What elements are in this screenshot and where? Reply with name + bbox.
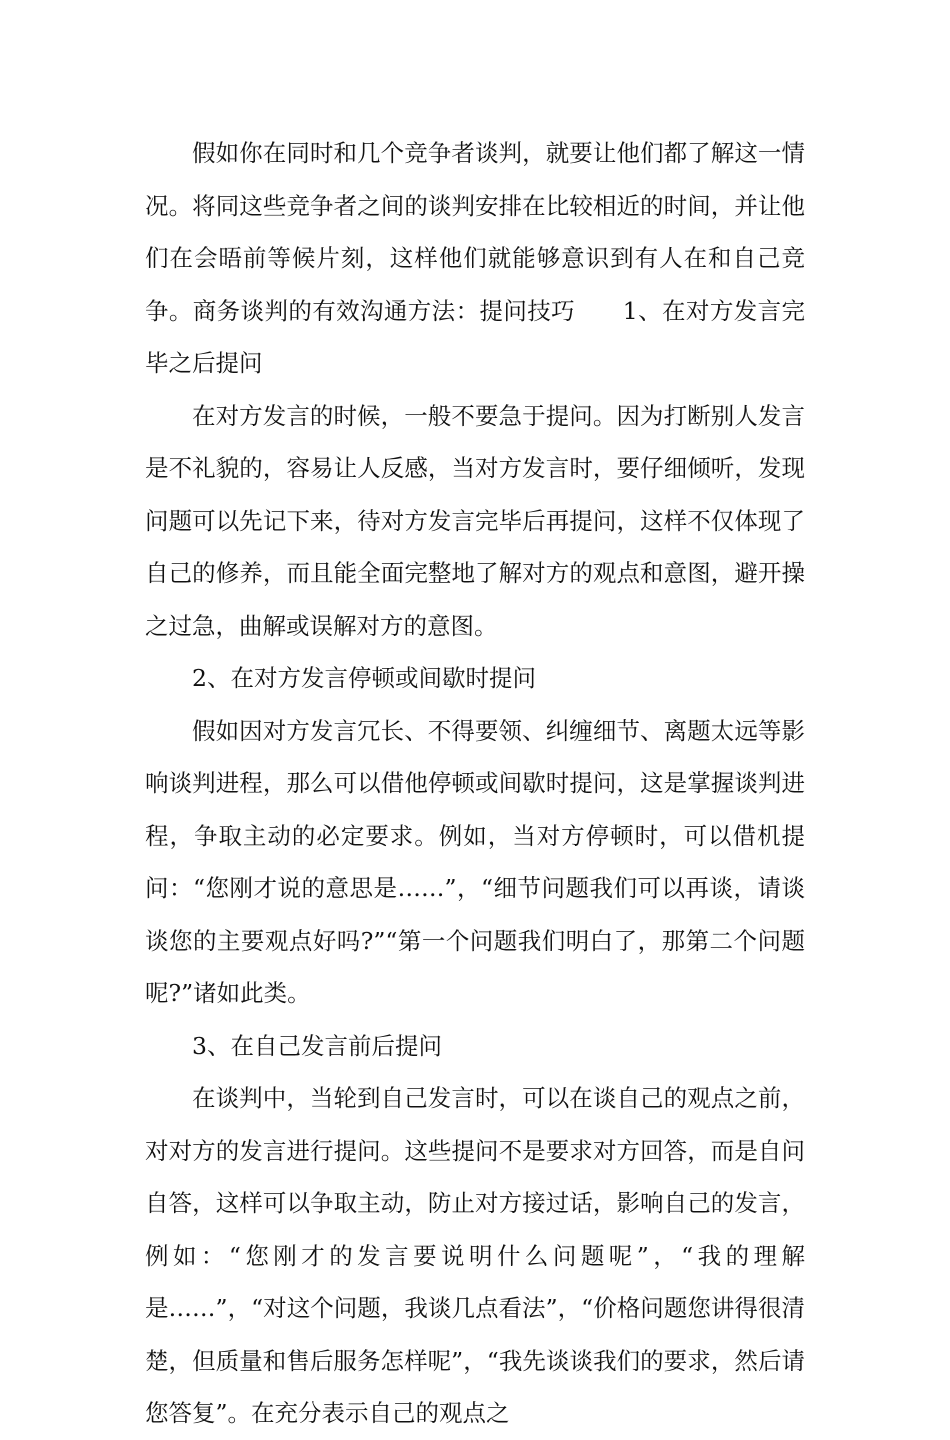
document-body [145, 127, 805, 1440]
paragraph-6: 在谈判中，当轮到自己发言时，可以在谈自己的观点之前，对对方的发言进行提问。这些提问不是要求对方回答，而是自问自答，这样可以争取主动，防止对方接过话，影响自己的发言，例如：“您刚才的发言要说明什么问题呢”，“我的理解是……”，“对这个问题，我谈几点看法”，“价格问题您讲得很清楚，但质量和售后服务怎样呢”，“我先谈谈我们的要求，然后请您答复”。在充分表示自己的观点之 [145, 1084, 805, 1427]
paragraph-1: 假如你在同时和几个竞争者谈判，就要让他们都了解这一情况。将同这些竞争者之间的谈判安排在比较相近的时间，并让他们在会晤前等候片刻，这样他们就能够意识到有人在和自己竞争。商务谈判的有效沟通方法：提问技巧 1、在对方发言完毕之后提问 [145, 139, 805, 377]
paragraph-3-heading: 2、在对方发言停顿或间歇时提问 [192, 664, 536, 692]
paragraph-4: 假如因对方发言冗长、不得要领、纠缠细节、离题太远等影响谈判进程，那么可以借他停顿或间歇时提问，这是掌握谈判进程，争取主动的必定要求。例如，当对方停顿时，可以借机提问：“您刚才说的意思是……”，“细节问题我们可以再谈，请谈谈您的主要观点好吗?”“第一个问题我们明白了，那第二个问题呢?”诸如此类。 [145, 716, 805, 1007]
paragraph-5-heading: 3、在自己发言前后提问 [192, 1031, 442, 1060]
paragraph-2: 在对方发言的时候，一般不要急于提问。因为打断别人发言是不礼貌的，容易让人反感，当对方发言时，要仔细倾听，发现问题可以先记下来，待对方发言完毕后再提问，这样不仅体现了自己的修养，而且能全面完整地了解对方的观点和意图，避开操之过急，曲解或误解对方的意图。 [145, 401, 805, 640]
